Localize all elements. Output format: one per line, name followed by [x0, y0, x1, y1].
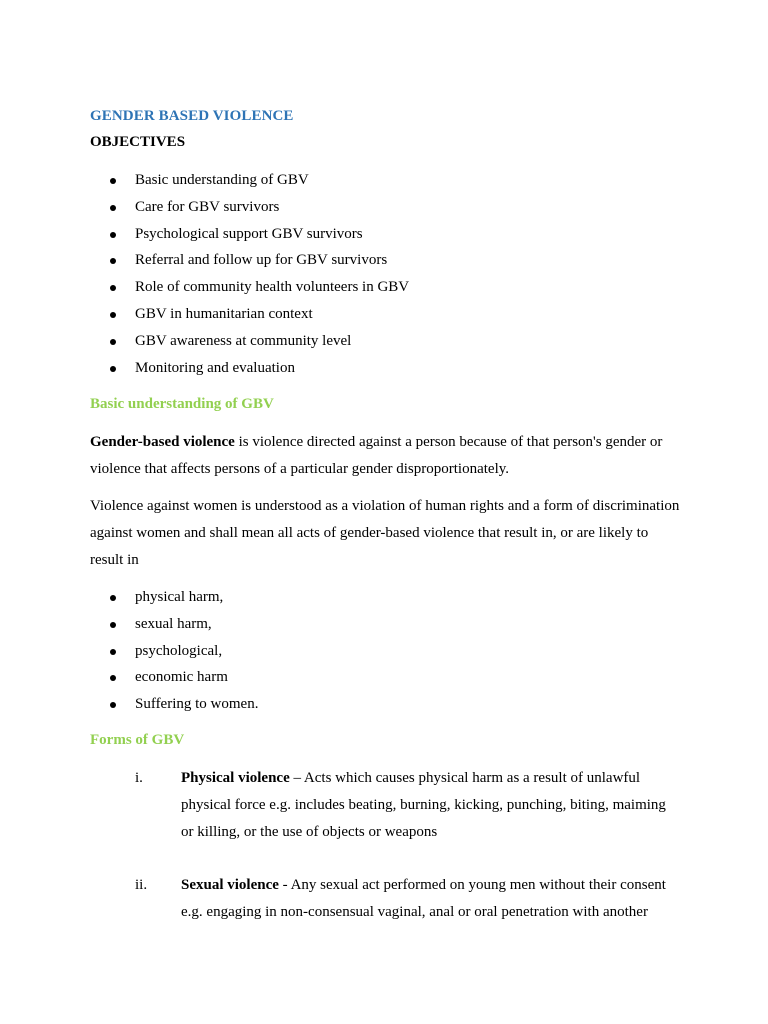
list-item-text: Referral and follow up for GBV survivors	[135, 252, 388, 269]
bullet-icon	[110, 232, 116, 238]
document-title: GENDER BASED VIOLENCE	[90, 108, 294, 124]
objectives-heading: OBJECTIVES	[90, 134, 186, 150]
list-item-body	[181, 765, 681, 846]
list-item-text: psychological,	[135, 642, 223, 659]
bullet-icon	[110, 312, 116, 318]
bullet-icon	[110, 649, 116, 655]
list-item-text: Role of community health volunteers in GBV	[135, 279, 410, 296]
form-term: Sexual violence	[181, 877, 279, 893]
definition-term: Gender-based violence	[90, 434, 235, 450]
list-item-text: physical harm,	[135, 589, 224, 605]
form-text: – Acts which causes physical harm as a result of unlawful physical force e.g. includes beating, burning, kicking, punching, biting, maiming or killing, or the use of objects or weapons	[181, 770, 666, 840]
list-item-text: Psychological support GBV survivors	[135, 225, 363, 242]
list-item-text: Care for GBV survivors	[135, 198, 280, 215]
bullet-icon	[110, 675, 116, 681]
list-numeral: i.	[135, 770, 143, 786]
bullet-icon	[110, 339, 116, 345]
list-item-text: economic harm	[135, 669, 228, 686]
definition-text: is violence directed against a person because of that person's gender or violence that affects persons of a particular gender disproportionately.	[90, 434, 663, 477]
section-heading-forms: Forms of GBV	[90, 732, 185, 748]
form-term: Physical violence	[181, 770, 290, 786]
list-numeral: ii.	[135, 877, 148, 893]
list-item-text: Basic understanding of GBV	[135, 172, 309, 188]
list-item-body	[181, 872, 681, 926]
bullet-icon	[110, 178, 116, 184]
definition-paragraph	[90, 429, 680, 483]
list-item-text: Suffering to women.	[135, 696, 259, 713]
list-item-text: GBV in humanitarian context	[135, 305, 313, 322]
section-heading-basic: Basic understanding of GBV	[90, 396, 274, 412]
bullet-icon	[110, 205, 116, 211]
bullet-icon	[110, 702, 116, 708]
bullet-icon	[110, 366, 116, 372]
bullet-icon	[110, 622, 116, 628]
form-text: - Any sexual act performed on young men without their consent e.g. engaging in non-consensual vaginal, anal or oral penetration with another	[181, 877, 666, 920]
violence-paragraph: Violence against women is understood as a violation of human rights and a form of discrimination against women and shall mean all acts of gender-based violence that result in, or are likely to result in	[90, 498, 680, 568]
bullet-icon	[110, 285, 116, 291]
list-item-text: Monitoring and evaluation	[135, 359, 295, 376]
bullet-icon	[110, 258, 116, 264]
list-item-text: GBV awareness at community level	[135, 332, 352, 349]
bullet-icon	[110, 595, 116, 601]
list-item-text: sexual harm,	[135, 615, 212, 632]
